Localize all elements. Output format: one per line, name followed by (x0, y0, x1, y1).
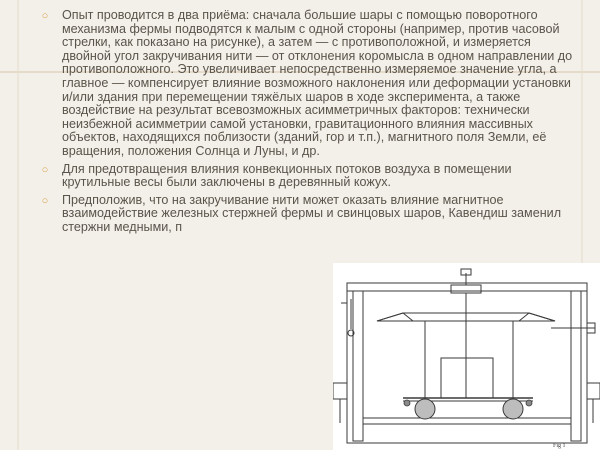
bullet-item (38, 194, 578, 235)
ring-bullet-icon: ○ (41, 194, 49, 207)
figure-caption-label: Fig 1 (553, 443, 566, 449)
bullet-item (38, 163, 578, 190)
ring-bullet-icon: ○ (41, 10, 49, 22)
bullet-text: Опыт проводится в два приёма: сначала большие шары с помощью поворотного механизма фермы подводятся к малым с одной стороны (например, против часовой стрелки, как показано на рисунке), а затем — с противоположной, и измеряется двойной угол закручивания нити — от отклонения коромысла в одном направлении до противоположного. Это увеличивает непосредственно измеряемое значение угла, а главное — компенсирует влияние возможного наклонения или деформации установки и/или здания при перемещении тяжёлых шаров в ходе эксперимента, а также воздействие на результат всевозможных асимметричных факторов: технически неизбежной асимметрии самой установки, гравитационного влияния массивных объектов, находящихся поблизости (зданий, гор и т.п.), магнитного поля Земли, её вращения, положения Солнца и Луны, и др. (62, 8, 573, 158)
apparatus-figure (333, 263, 600, 450)
cavendish-apparatus-engraving (333, 263, 600, 450)
bullet-item (38, 9, 578, 159)
bullet-text: Предположив, что на закручивание нити может оказать влияние магнитное взаимодействие железных стержней фермы и свинцовых шаров, Кавендиш заменил стержни медными, п (62, 192, 562, 234)
ring-bullet-icon: ○ (41, 163, 49, 176)
bullet-text: Для предотвращения влияния конвекционных потоков воздуха в помещении крутильные весы были заключены в деревянный кожух. (62, 161, 512, 190)
bullet-list (38, 9, 578, 239)
